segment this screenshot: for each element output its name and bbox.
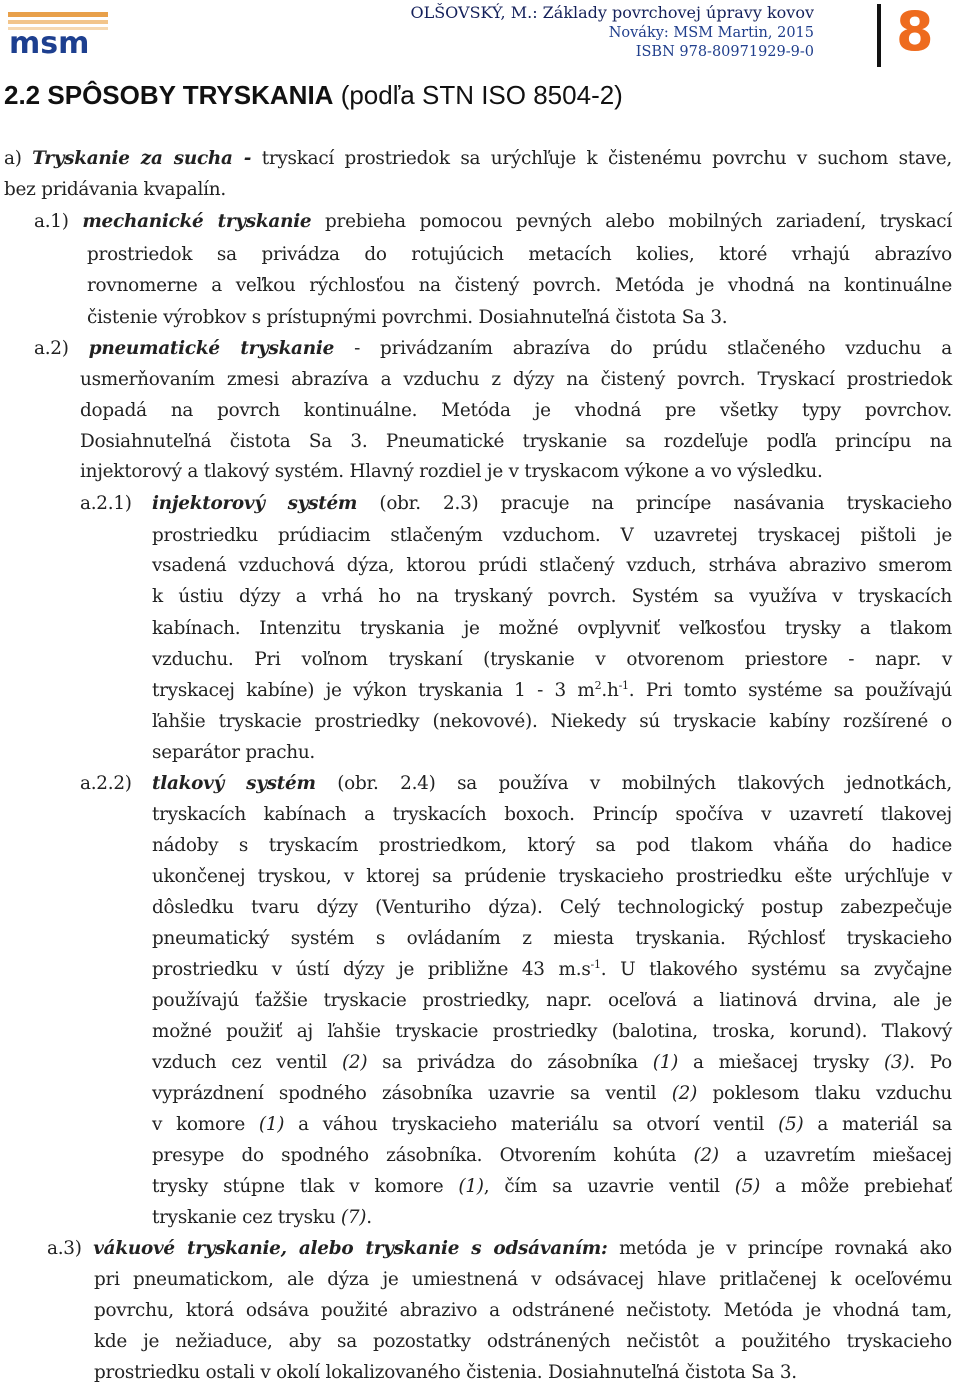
paragraph-a21-line: separátor prachu. bbox=[152, 742, 316, 763]
paragraph-a3-line: povrchu, ktorá odsáva použité abrazivo a odstránené nečistoty. Metóda je vhodná tam, bbox=[94, 1300, 952, 1321]
paragraph-a2-line: usmerňovaním zmesi abrazíva a vzduchu z dýzy na čistený povrch. Tryskací prostriedok bbox=[80, 369, 952, 390]
term-pneumatic-blasting: pneumatické tryskanie bbox=[88, 338, 335, 359]
paragraph-a22-line: možné použiť aj ľahšie tryskacie prostriedky (balotina, troska, korund). Tlakový bbox=[152, 1021, 952, 1042]
section-standard: (podľa STN ISO 8504-2) bbox=[340, 80, 623, 110]
paragraph-a-line: a) Tryskanie za sucha - tryskací prostriedok sa urýchľuje k čistenému povrchu v suchom stave, bbox=[4, 148, 952, 169]
header-divider bbox=[877, 4, 881, 67]
paragraph-a1-line: rovnomerne a veľkou rýchlosťou na čistený povrch. Metóda je vhodná na kontinuálne bbox=[87, 275, 952, 296]
paragraph-a22-line: vyprázdnení spodného zásobníka uzavrie sa ventil (2) poklesom tlaku vzduchu bbox=[152, 1083, 952, 1104]
paragraph-a22-line: tryskanie cez trysku (7). bbox=[152, 1207, 372, 1228]
logo-stripe-mid bbox=[8, 20, 108, 24]
logo-stripe-top bbox=[8, 12, 108, 17]
paragraph-a22-line: pneumatický systém s ovládaním z miesta tryskania. Rýchlosť tryskacieho bbox=[152, 928, 952, 949]
paragraph-a21-line: vzduchu. Pri voľnom tryskaní (tryskanie v otvorenom priestore - napr. v bbox=[152, 649, 952, 670]
header-isbn-line: ISBN 978-80971929-9-0 bbox=[635, 44, 814, 60]
paragraph-a21-label: a.2.1) bbox=[80, 493, 132, 514]
paragraph-a1-line: prostriedok sa privádza do rotujúcich metacích kolies, ktoré vrhajú abrazívo bbox=[87, 244, 952, 265]
paragraph-a2-line: Dosiahnuteľná čistota Sa 3. Pneumatické tryskanie sa rozdeľuje podľa princípu na bbox=[80, 431, 952, 452]
paragraph-a21-line: ľahšie tryskacie prostriedky (nekovové). Niekedy sú tryskacie kabíny rozšírené o bbox=[152, 711, 952, 732]
paragraph-a2-line: a.2) pneumatické tryskanie - privádzaním abrazíva do prúdu stlačeného vzduchu a bbox=[34, 338, 952, 359]
term-mechanical-blasting: mechanické tryskanie bbox=[82, 211, 312, 232]
paragraph-a21-line: tryskacej kabíne) je výkon tryskania 1 - 3 $m^2.h^{-1}$. Pri tomto systéme sa používajú bbox=[152, 679, 952, 701]
term-vacuum-blasting: vákuové tryskanie, alebo tryskanie s odsávaním: bbox=[93, 1238, 608, 1259]
paragraph-a22-line: ukončenej tryskou, v ktorej sa prúdenie tryskacieho prostriedku ešte urýchľuje v bbox=[152, 866, 952, 887]
logo-text: msm bbox=[9, 26, 90, 58]
page-number: 8 bbox=[896, 0, 934, 63]
paragraph-a22-label: a.2.2) bbox=[80, 773, 132, 794]
paragraph-a3-line: prostriedku ostali v okolí lokalizovaného čistenia. Dosiahnuteľná čistota Sa 3. bbox=[94, 1362, 797, 1383]
paragraph-a22-line: vzduch cez ventil (2) sa privádza do zásobníka (1) a miešacej trysky (3). Po bbox=[152, 1052, 952, 1073]
paragraph-a22-line: používajú ťažšie tryskacie prostriedky, napr. oceľová a liatinová drvina, ale je bbox=[152, 990, 952, 1011]
paragraph-a22-line: v komore (1) a váhou tryskacieho materiálu sa otvorí ventil (5) a materiál sa bbox=[152, 1114, 952, 1135]
paragraph-a22-line: prostriedku v ústí dýzy je približne 43 $m.s^{-1}$. U tlakového systému sa zvyčajne bbox=[152, 958, 952, 980]
term-dry-blasting: Tryskanie za sucha - bbox=[32, 148, 252, 169]
paragraph-a22-line: dôsledku tvaru dýzy (Venturiho dýza). Celý technologický postup zabezpečuje bbox=[152, 897, 952, 918]
header-publisher-line: Nováky: MSM Martin, 2015 bbox=[608, 25, 814, 41]
paragraph-a21-line: kabínach. Intenzitu tryskania je možné ovplyvniť veľkosťou trysky a tlakom bbox=[152, 618, 952, 639]
paragraph-a22-line: tryskacích kabínach a tryskacích boxoch. Princíp spočíva v uzavretí tlakovej bbox=[152, 804, 952, 825]
paragraph-a21-line: k ústiu dýzy a vrhá ho na tryskaný povrch. Systém sa využíva v tryskacích bbox=[152, 586, 952, 607]
paragraph-a3-line: pri pneumatickom, ale dýza je umiestnená v odsávacej hlave pritlačenej k oceľovému bbox=[94, 1269, 952, 1290]
paragraph-a21-line: injektorový systém (obr. 2.3) pracuje na princípe nasávania tryskacieho bbox=[152, 493, 952, 514]
paragraph-a1-line: a.1) mechanické tryskanie prebieha pomocou pevných alebo mobilných zariadení, tryskací bbox=[34, 211, 952, 232]
paragraph-a22-line: presype do spodného zásobníka. Otvorením kohúta (2) a uzavretím miešacej bbox=[152, 1145, 952, 1166]
paragraph-a1-line: čistenie výrobkov s prístupnými povrchmi. Dosiahnuteľná čistota Sa 3. bbox=[87, 307, 728, 328]
section-title bbox=[4, 80, 623, 111]
paragraph-a-line: bez pridávania kvapalín. bbox=[4, 179, 226, 200]
section-number: 2.2 bbox=[4, 80, 41, 110]
section-heading: SPÔSOBY TRYSKANIA bbox=[47, 80, 334, 110]
term-pressure-system: tlakový systém bbox=[152, 773, 316, 794]
paragraph-a21-line: prostriedku prúdiacim stlačeným vzduchom. V uzavretej tryskacej pištoli je bbox=[152, 525, 952, 546]
msm-logo bbox=[6, 6, 112, 58]
header-author-line: OLŠOVSKÝ, M.: Základy povrchovej úpravy kovov bbox=[410, 3, 814, 22]
term-injector-system: injektorový systém bbox=[152, 493, 358, 514]
paragraph-a22-line: trysky stúpne tlak v komore (1), čím sa uzavrie ventil (5) a môže prebiehať bbox=[152, 1176, 952, 1197]
paragraph-a21-line: vsadená vzduchová dýza, ktorou prúdi stlačený vzduch, strháva abrazivo smerom bbox=[152, 555, 952, 576]
paragraph-a22-line: tlakový systém (obr. 2.4) sa používa v mobilných tlakových jednotkách, bbox=[152, 773, 952, 794]
paragraph-a22-line: nádoby s tryskacím prostriedkom, ktorý sa pod tlakom vháňa do hadice bbox=[152, 835, 952, 856]
paragraph-a2-line: dopadá na povrch kontinuálne. Metóda je vhodná pre všetky typy povrchov. bbox=[80, 400, 952, 421]
paragraph-a3-line: a.3) vákuové tryskanie, alebo tryskanie s odsávaním: metóda je v princípe rovnaká ako bbox=[47, 1238, 952, 1259]
paragraph-a3-line: kde je nežiaduce, aby sa pozostatky odstránených nečistôt a použitého tryskacieho bbox=[94, 1331, 952, 1352]
paragraph-a2-line: injektorový a tlakový systém. Hlavný rozdiel je v tryskacom výkone a vo výsledku. bbox=[80, 461, 823, 482]
